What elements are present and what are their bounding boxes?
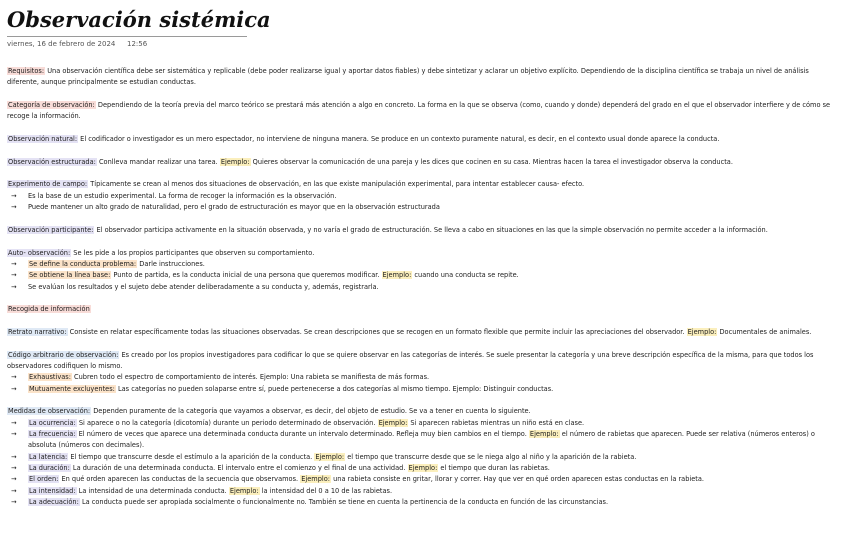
paragraph-participante (7, 225, 837, 236)
label-ocurrencia: La ocurrencia: (29, 418, 76, 427)
paragraph-natural (7, 134, 837, 145)
note-metadata (7, 40, 148, 49)
list-item (7, 191, 837, 202)
paragraph-codigo (7, 350, 837, 373)
list-item-text: Es la base de un estudio experimental. La forma de recoger la información es la observación. (28, 191, 337, 200)
label-requisitos: Requisitos: (8, 67, 45, 75)
label-intensidad: La intensidad: (29, 486, 76, 495)
label-retrato: Retrato narrativo: (8, 327, 67, 336)
page-title[interactable]: Observación sistémica (7, 7, 271, 32)
arrow-icon: → (11, 475, 17, 484)
list-item-text: La duración de una determinada conducta. El intervalo entre el comienzo y el final de una actividad. (70, 464, 408, 473)
paragraph-requisitos (7, 66, 837, 89)
ejemplo-linea-base: Ejemplo: (382, 271, 412, 280)
text-estructurada-2: Quieres observar la comunicación de una pareja y les dices que cocinen en su casa. Mientras hacen la tarea el investigador observa la conducta. (250, 157, 733, 166)
note-date: viernes, 16 de febrero de 2024 (7, 40, 116, 48)
list-item (7, 270, 837, 281)
list-item-text: La intensidad de una determinada conducta. (76, 486, 229, 495)
label-medidas: Medidas de observación: (8, 407, 91, 416)
text-retrato-2: Documentales de animales. (717, 327, 812, 336)
list-item (7, 429, 837, 452)
ejemplo-label: Ejemplo: (529, 430, 559, 438)
list-item (7, 463, 837, 474)
arrow-icon: → (11, 464, 17, 473)
list-item (7, 282, 837, 293)
label-auto: Auto- observación: (8, 248, 71, 257)
list-item (7, 372, 837, 383)
list-item (7, 452, 837, 463)
list-item-text: el número de rabietas que aparecen. Puede ser relativa (números enteros) o absoluta (números con decimales). (28, 430, 815, 450)
title-divider (7, 36, 247, 37)
list-item (7, 486, 837, 497)
ejemplo-label: Ejemplo: (229, 486, 259, 495)
label-adecuacion: La adecuación: (29, 498, 79, 507)
arrow-icon: → (11, 418, 17, 427)
arrow-icon: → (11, 486, 17, 495)
list-item-text: el tiempo que transcurre desde que se le niega algo al niño y la aparición de la rabieta. (345, 452, 637, 461)
ejemplo-estructurada: Ejemplo: (220, 157, 250, 166)
paragraph-retrato (7, 327, 837, 338)
list-item-text: Puede mantener un alto grado de naturalidad, pero el grado de estructuración es mayor que en la observación estructurada (28, 203, 440, 212)
paragraph-campo (7, 179, 837, 190)
list-item (7, 202, 837, 213)
label-excluyentes: Mutuamente excluyentes: (29, 384, 115, 393)
arrow-icon: → (11, 203, 17, 212)
note-body[interactable] (7, 66, 837, 508)
list-item-text: Si aparece o no la categoría (dicotomía) durante un periodo determinado de observación. (76, 418, 378, 427)
label-exhaustivas: Exhaustivas: (29, 373, 71, 382)
label-natural: Observación natural: (8, 135, 78, 144)
arrow-icon: → (11, 271, 17, 280)
arrow-icon: → (11, 259, 17, 268)
list-item-text: el tiempo que duran las rabietas. (438, 464, 550, 473)
text-participante: El observador participa activamente en la situación observada, y no varía el grado de estructuración. Se lleva a cabo en situaciones en las que la simple observación no permite acceder a la información. (94, 225, 768, 234)
list-item-text: Las categorías no pueden solaparse entre sí, puede pertenecerse a dos categorías al mismo tiempo. Ejemplo: Distinguir conductas. (115, 384, 554, 393)
list-item-text: Punto de partida, es la conducta inicial de una persona que queremos modificar. (111, 271, 382, 280)
list-item-text: Si aparecen rabietas mientras un niño está en clase. (408, 418, 585, 427)
list-item-text: Darle instrucciones. (137, 259, 205, 268)
arrow-icon: → (11, 498, 17, 507)
list-item-text: El número de veces que aparece una determinada conducta durante un intervalo determinado. Refleja muy bien cambios en el tiempo. (76, 430, 529, 438)
text-auto: Se les pide a los propios participantes que observen su comportamiento. (71, 248, 315, 257)
text-campo: Típicamente se crean al menos dos situaciones de observación, en las que existe manipulación experimental, para intentar establecer causa- efecto. (88, 180, 585, 189)
list-item-text: Se evalúan los resultados y el sujeto debe atender deliberadamente a su conducta y, además, registrarla. (28, 282, 379, 291)
list-item (7, 497, 837, 508)
arrow-icon: → (11, 373, 17, 382)
label-frecuencia: La frecuencia: (29, 430, 76, 438)
list-item-text: El tiempo que transcurre desde el estímulo a la aparición de la conducta. (68, 452, 315, 461)
arrow-icon: → (11, 282, 17, 291)
section-heading-recogida (7, 304, 837, 315)
label-participante: Observación participante: (8, 225, 94, 234)
list-item-text: Cubren todo el espectro de comportamiento de interés. Ejemplo: Una rabieta se manifiesta de más formas. (71, 373, 430, 382)
note-time: 12:56 (127, 40, 148, 48)
list-item-text: la intensidad del 0 a 10 de las rabietas. (259, 486, 393, 495)
label-linea-base: Se obtiene la línea base: (29, 271, 111, 280)
list-item-text: cuando una conducta se repite. (412, 271, 519, 280)
list-item-text: una rabieta consiste en gritar, llorar y correr. Hay que ver en qué orden aparecen estas conductas en la rabieta. (330, 475, 705, 484)
ejemplo-label: Ejemplo: (301, 475, 330, 484)
label-campo: Experimento de campo: (8, 180, 88, 189)
text-requisitos: Una observación científica debe ser sistemática y replicable (debe poder realizarse igual y aportar datos fiables) y debe sintetizar y aclarar un objetivo explícito. Dependiendo de la disciplina científica se trabaja un nivel de análisis diferente, aunque principalmente se estudian conductas. (7, 67, 809, 87)
label-codigo: Código arbitrario de observación: (8, 350, 119, 359)
arrow-icon: → (11, 430, 17, 438)
list-item-text: En qué orden aparecen las conductas de la secuencia que observamos. (59, 475, 301, 484)
list-item (7, 474, 837, 485)
label-estructurada: Observación estructurada: (8, 157, 96, 166)
label-duracion: La duración: (29, 464, 70, 473)
paragraph-categoria (7, 100, 837, 123)
ejemplo-label: Ejemplo: (408, 464, 438, 473)
arrow-icon: → (11, 384, 17, 393)
ejemplo-label: Ejemplo: (378, 418, 408, 427)
label-orden: El orden: (29, 475, 59, 484)
ejemplo-label: Ejemplo: (315, 452, 345, 461)
label-categoria: Categoría de observación: (8, 101, 95, 110)
ejemplo-retrato: Ejemplo: (687, 327, 717, 336)
arrow-icon: → (11, 191, 17, 200)
paragraph-auto (7, 248, 837, 259)
label-latencia: La latencia: (29, 452, 68, 461)
paragraph-medidas (7, 406, 837, 417)
arrow-icon: → (11, 452, 17, 461)
list-item (7, 259, 837, 270)
list-item-text: La conducta puede ser apropiada socialmente o funcionalmente no. También se tiene en cuenta la pertinencia de la conducta en función de las circunstancias. (79, 498, 609, 507)
text-natural: El codificador o investigador es un mero espectador, no interviene de ninguna manera. Se produce en un contexto puramente natural, es decir, en el contexto usual donde aparece la conducta. (78, 135, 720, 144)
text-medidas: Dependen puramente de la categoría que vayamos a observar, es decir, del objeto de estudio. Se va a tener en cuenta lo siguiente. (91, 407, 531, 416)
list-item (7, 384, 837, 395)
text-codigo: Es creado por los propios investigadores para codificar lo que se quiere observar en las categorías de interés. Se suele presentar la categoría y una breve descripción específica de la misma, para que todos los observadores codifiquen lo mismo. (7, 350, 814, 370)
text-retrato: Consiste en relatar específicamente todas las situaciones observadas. Se crean descripciones que se recogen en un formato flexible que permite incluir las apreciaciones del observador. (67, 327, 687, 336)
text-estructurada-1: Conlleva mandar realizar una tarea. (96, 157, 220, 166)
label-recogida: Recogida de información (8, 305, 90, 314)
text-categoria: Dependiendo de la teoría previa del marco teórico se prestará más atención a algo en concreto. La forma en la que se observa (como, cuando y donde) dependerá del grado en el que el observador interfiere y de cómo se recoge la información. (7, 101, 831, 121)
paragraph-estructurada (7, 157, 837, 168)
label-conducta-problema: Se define la conducta problema: (29, 259, 137, 268)
list-item (7, 418, 837, 429)
